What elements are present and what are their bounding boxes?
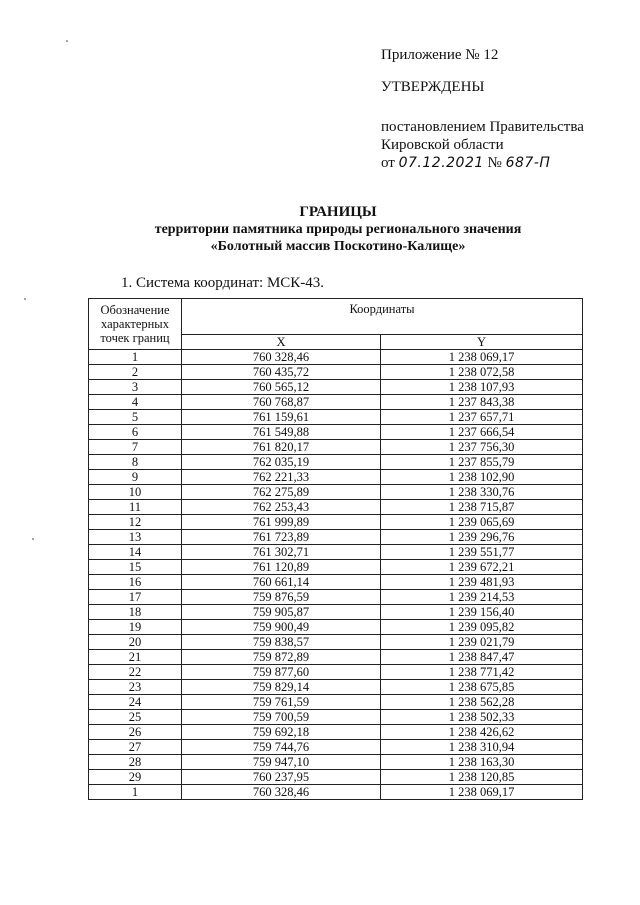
- x-cell: 759 947,10: [182, 755, 381, 770]
- y-cell: 1 238 069,17: [381, 350, 583, 365]
- point-cell: 27: [89, 740, 182, 755]
- table-row: [89, 365, 583, 380]
- point-cell: 25: [89, 710, 182, 725]
- table-row: [89, 785, 583, 800]
- coordinates-table: [88, 298, 583, 800]
- table-row: [89, 395, 583, 410]
- y-cell: 1 239 065,69: [381, 515, 583, 530]
- point-cell: 12: [89, 515, 182, 530]
- header-y: Y: [381, 335, 583, 350]
- y-cell: 1 237 843,38: [381, 395, 583, 410]
- y-cell: 1 238 120,85: [381, 770, 583, 785]
- date-prefix: от: [381, 155, 395, 171]
- x-cell: 759 876,59: [182, 590, 381, 605]
- point-cell: 4: [89, 395, 182, 410]
- x-cell: 761 120,89: [182, 560, 381, 575]
- table-row: [89, 680, 583, 695]
- point-cell: 18: [89, 605, 182, 620]
- y-cell: 1 239 672,21: [381, 560, 583, 575]
- x-cell: 760 237,95: [182, 770, 381, 785]
- table-row: [89, 695, 583, 710]
- x-cell: 760 435,72: [182, 365, 381, 380]
- point-cell: 13: [89, 530, 182, 545]
- table-row: [89, 740, 583, 755]
- x-cell: 759 744,76: [182, 740, 381, 755]
- x-cell: 759 761,59: [182, 695, 381, 710]
- y-cell: 1 238 330,76: [381, 485, 583, 500]
- x-cell: 759 905,87: [182, 605, 381, 620]
- table-body: [89, 350, 583, 800]
- number-prefix: №: [487, 155, 502, 171]
- x-cell: 760 328,46: [182, 350, 381, 365]
- point-cell: 29: [89, 770, 182, 785]
- approval-block: [381, 46, 621, 172]
- title-line-2: «Болотный массив Поскотино-Калище»: [210, 239, 466, 254]
- point-cell: 28: [89, 755, 182, 770]
- table-row: [89, 455, 583, 470]
- table-row: [89, 665, 583, 680]
- table-row: [89, 410, 583, 425]
- point-cell: 20: [89, 635, 182, 650]
- y-cell: 1 238 072,58: [381, 365, 583, 380]
- table-row: [89, 650, 583, 665]
- table-row: [89, 530, 583, 545]
- x-cell: 760 661,14: [182, 575, 381, 590]
- x-cell: 761 549,88: [182, 425, 381, 440]
- y-cell: 1 238 107,93: [381, 380, 583, 395]
- point-cell: 2: [89, 365, 182, 380]
- appendix-label: Приложение № 12: [381, 47, 499, 63]
- x-cell: 761 999,89: [182, 515, 381, 530]
- point-cell: 5: [89, 410, 182, 425]
- table-row: [89, 500, 583, 515]
- y-cell: 1 239 481,93: [381, 575, 583, 590]
- x-cell: 759 872,89: [182, 650, 381, 665]
- table-row: [89, 755, 583, 770]
- point-cell: 14: [89, 545, 182, 560]
- x-cell: 760 328,46: [182, 785, 381, 800]
- y-cell: 1 237 855,79: [381, 455, 583, 470]
- table-row: [89, 350, 583, 365]
- point-cell: 9: [89, 470, 182, 485]
- x-cell: 761 302,71: [182, 545, 381, 560]
- y-cell: 1 238 163,30: [381, 755, 583, 770]
- table-row: [89, 485, 583, 500]
- point-cell: 17: [89, 590, 182, 605]
- table-row: [89, 710, 583, 725]
- x-cell: 761 723,89: [182, 530, 381, 545]
- point-cell: 16: [89, 575, 182, 590]
- table-row: [89, 635, 583, 650]
- point-cell: 6: [89, 425, 182, 440]
- x-cell: 761 159,61: [182, 410, 381, 425]
- y-cell: 1 238 562,28: [381, 695, 583, 710]
- table-row: [89, 620, 583, 635]
- table-row: [89, 515, 583, 530]
- y-cell: 1 238 310,94: [381, 740, 583, 755]
- y-cell: 1 237 756,30: [381, 440, 583, 455]
- point-cell: 3: [89, 380, 182, 395]
- y-cell: 1 239 296,76: [381, 530, 583, 545]
- point-cell: 10: [89, 485, 182, 500]
- point-cell: 21: [89, 650, 182, 665]
- y-cell: 1 239 021,79: [381, 635, 583, 650]
- y-cell: 1 237 657,71: [381, 410, 583, 425]
- y-cell: 1 239 156,40: [381, 605, 583, 620]
- point-cell: 22: [89, 665, 182, 680]
- x-cell: 760 565,12: [182, 380, 381, 395]
- y-cell: 1 238 502,33: [381, 710, 583, 725]
- header-point: Обозначение характерных точек границ: [89, 299, 182, 350]
- y-cell: 1 237 666,54: [381, 425, 583, 440]
- x-cell: 759 838,57: [182, 635, 381, 650]
- table-row: [89, 425, 583, 440]
- x-cell: 760 768,87: [182, 395, 381, 410]
- x-cell: 761 820,17: [182, 440, 381, 455]
- table-row: [89, 545, 583, 560]
- x-cell: 762 253,43: [182, 500, 381, 515]
- x-cell: 762 275,89: [182, 485, 381, 500]
- y-cell: 1 238 102,90: [381, 470, 583, 485]
- table-row: [89, 470, 583, 485]
- point-cell: 24: [89, 695, 182, 710]
- table-row: [89, 380, 583, 395]
- decree-date-line: [381, 154, 621, 172]
- decree-number: 687-П: [505, 155, 551, 171]
- y-cell: 1 238 675,85: [381, 680, 583, 695]
- header-x: X: [182, 335, 381, 350]
- point-cell: 26: [89, 725, 182, 740]
- point-cell: 1: [89, 785, 182, 800]
- point-cell: 23: [89, 680, 182, 695]
- y-cell: 1 238 426,62: [381, 725, 583, 740]
- table-row: [89, 560, 583, 575]
- title-main: ГРАНИЦЫ: [299, 204, 377, 220]
- point-cell: 7: [89, 440, 182, 455]
- table-row: [89, 770, 583, 785]
- decree-date: 07.12.2021: [398, 155, 484, 171]
- title-line-1: территории памятника природы регионального значения: [154, 222, 522, 237]
- document-title: [0, 203, 640, 255]
- point-cell: 11: [89, 500, 182, 515]
- y-cell: 1 238 847,47: [381, 650, 583, 665]
- y-cell: 1 238 715,87: [381, 500, 583, 515]
- x-cell: 762 035,19: [182, 455, 381, 470]
- x-cell: 759 900,49: [182, 620, 381, 635]
- point-cell: 1: [89, 350, 182, 365]
- decree-line-2: Кировской области: [381, 137, 504, 153]
- coordinate-system-label: 1. Система координат: МСК-43.: [121, 275, 325, 291]
- point-cell: 15: [89, 560, 182, 575]
- x-cell: 759 692,18: [182, 725, 381, 740]
- x-cell: 759 700,59: [182, 710, 381, 725]
- decree-line-1: постановлением Правительства: [381, 119, 584, 135]
- table-row: [89, 590, 583, 605]
- y-cell: 1 239 551,77: [381, 545, 583, 560]
- point-cell: 19: [89, 620, 182, 635]
- y-cell: 1 238 069,17: [381, 785, 583, 800]
- x-cell: 759 829,14: [182, 680, 381, 695]
- y-cell: 1 239 095,82: [381, 620, 583, 635]
- point-cell: 8: [89, 455, 182, 470]
- table-row: [89, 725, 583, 740]
- table-row: [89, 440, 583, 455]
- header-coordinates: Координаты: [182, 299, 583, 335]
- x-cell: 762 221,33: [182, 470, 381, 485]
- x-cell: 759 877,60: [182, 665, 381, 680]
- y-cell: 1 238 771,42: [381, 665, 583, 680]
- table-row: [89, 575, 583, 590]
- y-cell: 1 239 214,53: [381, 590, 583, 605]
- approved-label: УТВЕРЖДЕНЫ: [381, 79, 485, 95]
- table-row: [89, 605, 583, 620]
